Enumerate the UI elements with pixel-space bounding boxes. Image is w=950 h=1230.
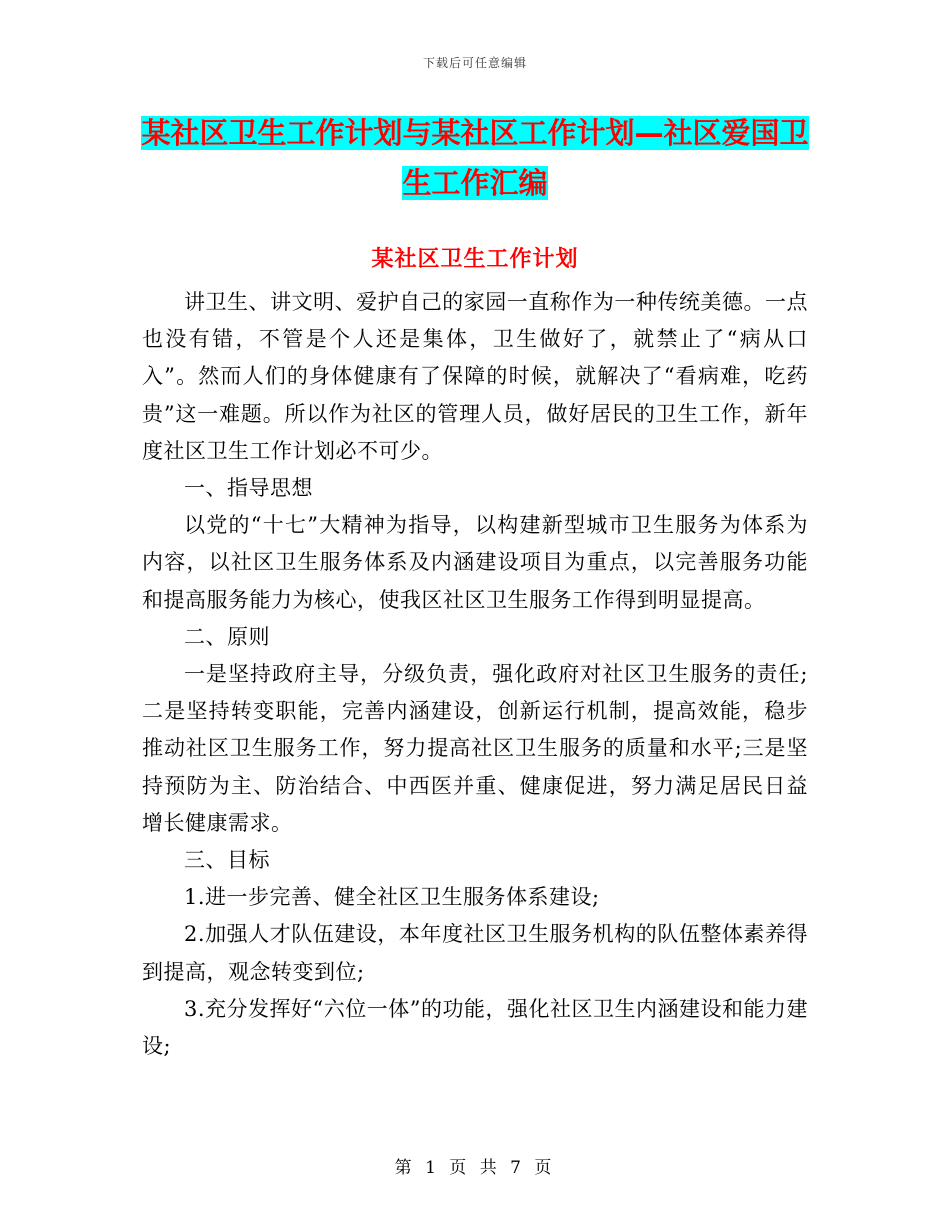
paragraph-principles: 一是坚持政府主导，分级负责，强化政府对社区卫生服务的责任;二是坚持转变职能，完善内涵建设，创新运行机制，提高效能，稳步推动社区卫生服务工作，努力提高社区卫生服务的质量和水平;三是坚持预防为主、防治结合、中西医并重、健康促进，努力满足居民日益增长健康需求。 bbox=[142, 662, 808, 835]
body-text bbox=[142, 284, 808, 1065]
heading-guiding-ideology: 一、指导思想 bbox=[184, 476, 313, 501]
goal-item-2: 2.加强人才队伍建设，本年度社区卫生服务机构的队伍整体素养得到提高，观念转变到位; bbox=[142, 922, 808, 984]
goal-item-3: 3.充分发挥好“六位一体”的功能，强化社区卫生内涵建设和能力建设; bbox=[142, 996, 809, 1059]
paragraph-intro: 讲卫生、讲文明、爱护自己的家园一直称作为一种传统美德。一点也没有错，不管是个人还是集体，卫生做好了，就禁止了“病从口入”。然而人们的身体健康有了保障的时候，就解决了“看病难，吃药贵”这一难题。所以作为社区的管理人员，做好居民的卫生工作，新年度社区卫生工作计划必不可少。 bbox=[142, 290, 808, 463]
heading-goals: 三、目标 bbox=[184, 848, 270, 873]
header-note: 下载后可任意编辑 bbox=[422, 56, 527, 70]
section-title: 某社区卫生工作计划 bbox=[371, 247, 579, 272]
document-title bbox=[140, 108, 810, 208]
page-footer: 第 1 页 共 7 页 bbox=[394, 1158, 556, 1178]
paragraph-guiding-ideology: 以党的“十七”大精神为指导，以构建新型城市卫生服务为体系为内容，以社区卫生服务体系及内涵建设项目为重点，以完善服务功能和提高服务能力为核心，使我区社区卫生服务工作得到明显提高。 bbox=[142, 513, 808, 612]
goal-item-1: 1.进一步完善、健全社区卫生服务体系建设; bbox=[184, 885, 600, 910]
heading-principles: 二、原则 bbox=[184, 624, 270, 649]
document-title-text: 某社区卫生工作计划与某社区工作计划—社区爱国卫生工作汇编 bbox=[141, 116, 809, 200]
